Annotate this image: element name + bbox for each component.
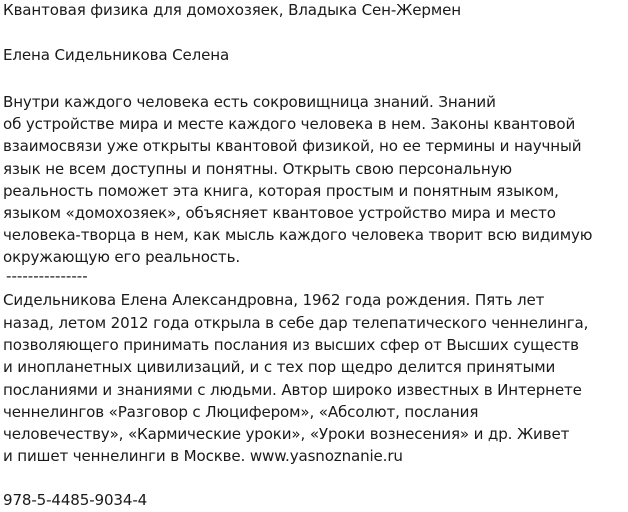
book-author: Елена Сидельникова Селена xyxy=(3,46,230,64)
bio-line: и инопланетных цивилизаций, и с тех пор щедро делится принятыми xyxy=(3,358,556,376)
description-line: окружающую его реальность. xyxy=(3,248,240,266)
bio-line: человечеству», «Кармические уроки», «Уроки вознесения» и др. Живет xyxy=(3,425,570,443)
bio-line: Сидельникова Елена Александровна, 1962 года рождения. Пять лет xyxy=(3,291,545,309)
description-line: реальность поможет эта книга, которая простым и понятным языком, xyxy=(3,182,559,200)
description-line: Внутри каждого человека есть сокровищница знаний. Знаний xyxy=(3,93,496,111)
description-line: язык не всем доступны и понятны. Открыть свою персональную xyxy=(3,160,512,178)
bio-line: позволяющего принимать послания из высших сфер от Высших существ xyxy=(3,336,579,354)
description-line: человека-творца в нем, как мысль каждого человека творит всю видимую xyxy=(3,226,593,244)
isbn: 978-5-4485-9034-4 xyxy=(3,491,148,509)
bio-line: ченнелингов «Разговор с Люцифером», «Абсолют, послания xyxy=(3,403,479,421)
description-line: взаимосвязи уже открыты квантовой физикой, но ее термины и научный xyxy=(3,137,582,155)
description-line: языком «домохозяек», объясняет квантовое устройство мира и место xyxy=(3,204,556,222)
description-line: об устройстве мира и месте каждого человека в нем. Законы квантовой xyxy=(3,115,576,133)
separator: --------------- xyxy=(6,267,88,285)
book-title: Квантовая физика для домохозяек, Владыка Сен-Жермен xyxy=(3,1,461,19)
bio-line: назад, летом 2012 года открыла в себе дар телепатического ченнелинга, xyxy=(3,314,589,332)
bio-line: посланиями и знаниями с людьми. Автор широко известных в Интернете xyxy=(3,381,582,399)
bio-line: и пишет ченнелинги в Москве. www.yasnoznanie.ru xyxy=(3,447,403,465)
